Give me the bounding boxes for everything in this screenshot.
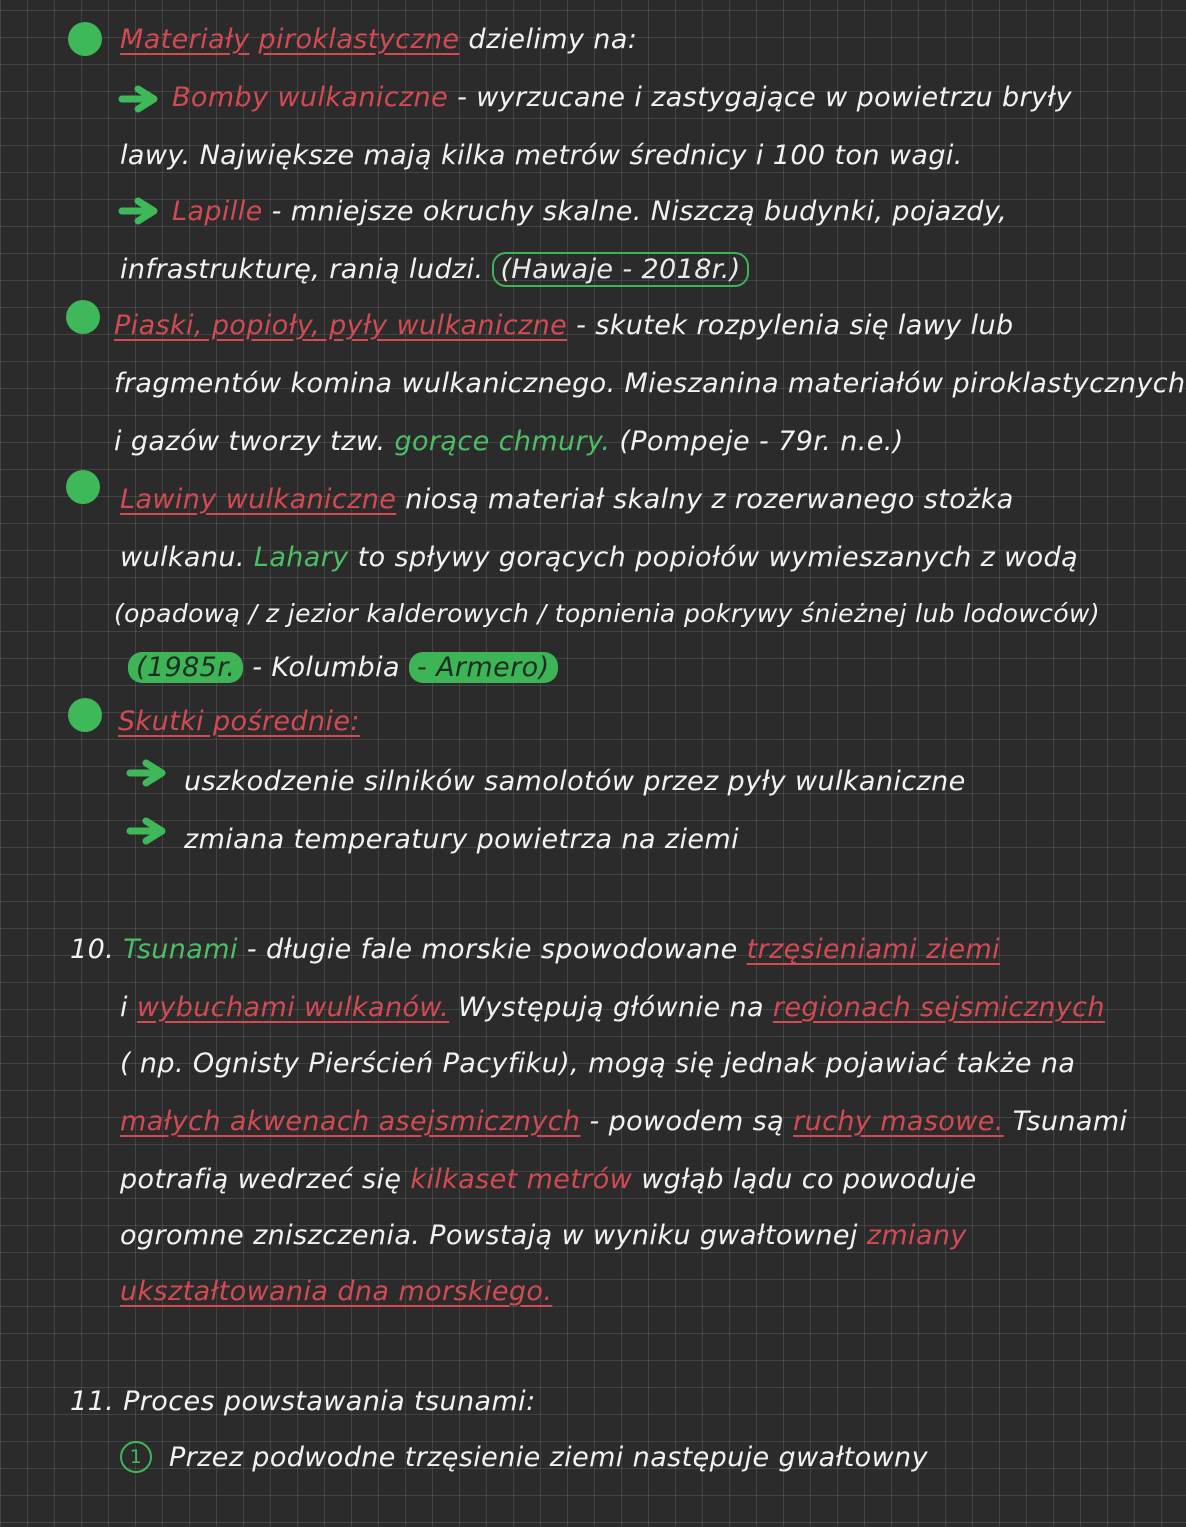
section10-line-2: i wybuchami wulkanów. Występują głównie na regionach sejsmicznych xyxy=(120,992,1105,1023)
section10-line-3: ( np. Ognisty Pierścień Pacyfiku), mogą się jednak pojawiać także na xyxy=(120,1048,1076,1079)
section3-line-2: wulkanu. Lahary to spływy gorących popiołów wymieszanych z wodą xyxy=(120,542,1079,573)
arrow-right-icon xyxy=(120,86,160,112)
section11-heading: 11. Proces powstawania tsunami: xyxy=(70,1386,536,1417)
section10-line-4: małych akwenach asejsmicznych - powodem są ruchy masowe. Tsunami xyxy=(120,1106,1128,1137)
section2-line-3: i gazów tworzy tzw. gorące chmury. (Pompeje - 79r. n.e.) xyxy=(114,426,904,457)
step-number-badge: 1 xyxy=(120,1441,152,1473)
section11-step-1: 1 Przez podwodne trzęsienie ziemi następuje gwałtowny xyxy=(120,1440,928,1476)
section10-line-5: potrafią wedrzeć się kilkaset metrów wgłąb lądu co powoduje xyxy=(120,1164,977,1195)
bullet-dot xyxy=(66,300,100,334)
bombs-line-2: lawy. Największe mają kilka metrów średnicy i 100 ton wagi. xyxy=(120,140,963,171)
section10-line-7: ukształtowania dna morskiego. xyxy=(120,1276,553,1307)
example-year-highlight: (1985r. xyxy=(128,652,243,683)
section3-line-1: Lawiny wulkaniczne niosą materiał skalny z rozerwanego stożka xyxy=(120,484,1014,515)
arrow-right-icon xyxy=(128,818,168,844)
example-place-highlight: - Armero) xyxy=(409,652,558,683)
section10-line-1: 10. Tsunami - długie fale morskie spowodowane trzęsieniami ziemi xyxy=(70,934,1001,965)
section1-heading: Materiały piroklastyczne dzielimy na: xyxy=(120,24,638,55)
bullet-dot xyxy=(68,22,102,56)
lapilli-line-2: infrastrukturę, ranią ludzi. (Hawaje - 2018r.) xyxy=(120,252,749,288)
bombs-line: Bomby wulkaniczne - wyrzucane i zastygające w powietrzu bryły xyxy=(172,82,1072,113)
section3-example: (1985r. - Kolumbia - Armero) xyxy=(128,650,558,686)
arrow-right-icon xyxy=(128,760,168,786)
section3-line-3: (opadową / z jezior kalderowych / topnienia pokrywy śnieżnej lub lodowców) xyxy=(114,599,1101,628)
section4-item-2: zmiana temperatury powietrza na ziemi xyxy=(184,824,739,855)
section10-line-6: ogromne zniszczenia. Powstają w wyniku gwałtownej zmiany xyxy=(120,1220,967,1251)
arrow-right-icon xyxy=(120,198,160,224)
bullet-dot xyxy=(68,698,102,732)
section2-line-2: fragmentów komina wulkanicznego. Mieszanina materiałów piroklastycznych xyxy=(114,368,1186,399)
section4-heading: Skutki pośrednie: xyxy=(118,706,360,737)
section2-line-1: Piaski, popioły, pyły wulkaniczne - skutek rozpylenia się lawy lub xyxy=(114,310,1014,341)
bullet-dot xyxy=(66,470,100,504)
lapilli-line: Lapille - mniejsze okruchy skalne. Niszczą budynki, pojazdy, xyxy=(172,196,1008,227)
section4-item-1: uszkodzenie silników samolotów przez pyły wulkaniczne xyxy=(184,766,966,797)
example-hawaje: (Hawaje - 2018r.) xyxy=(492,252,748,287)
